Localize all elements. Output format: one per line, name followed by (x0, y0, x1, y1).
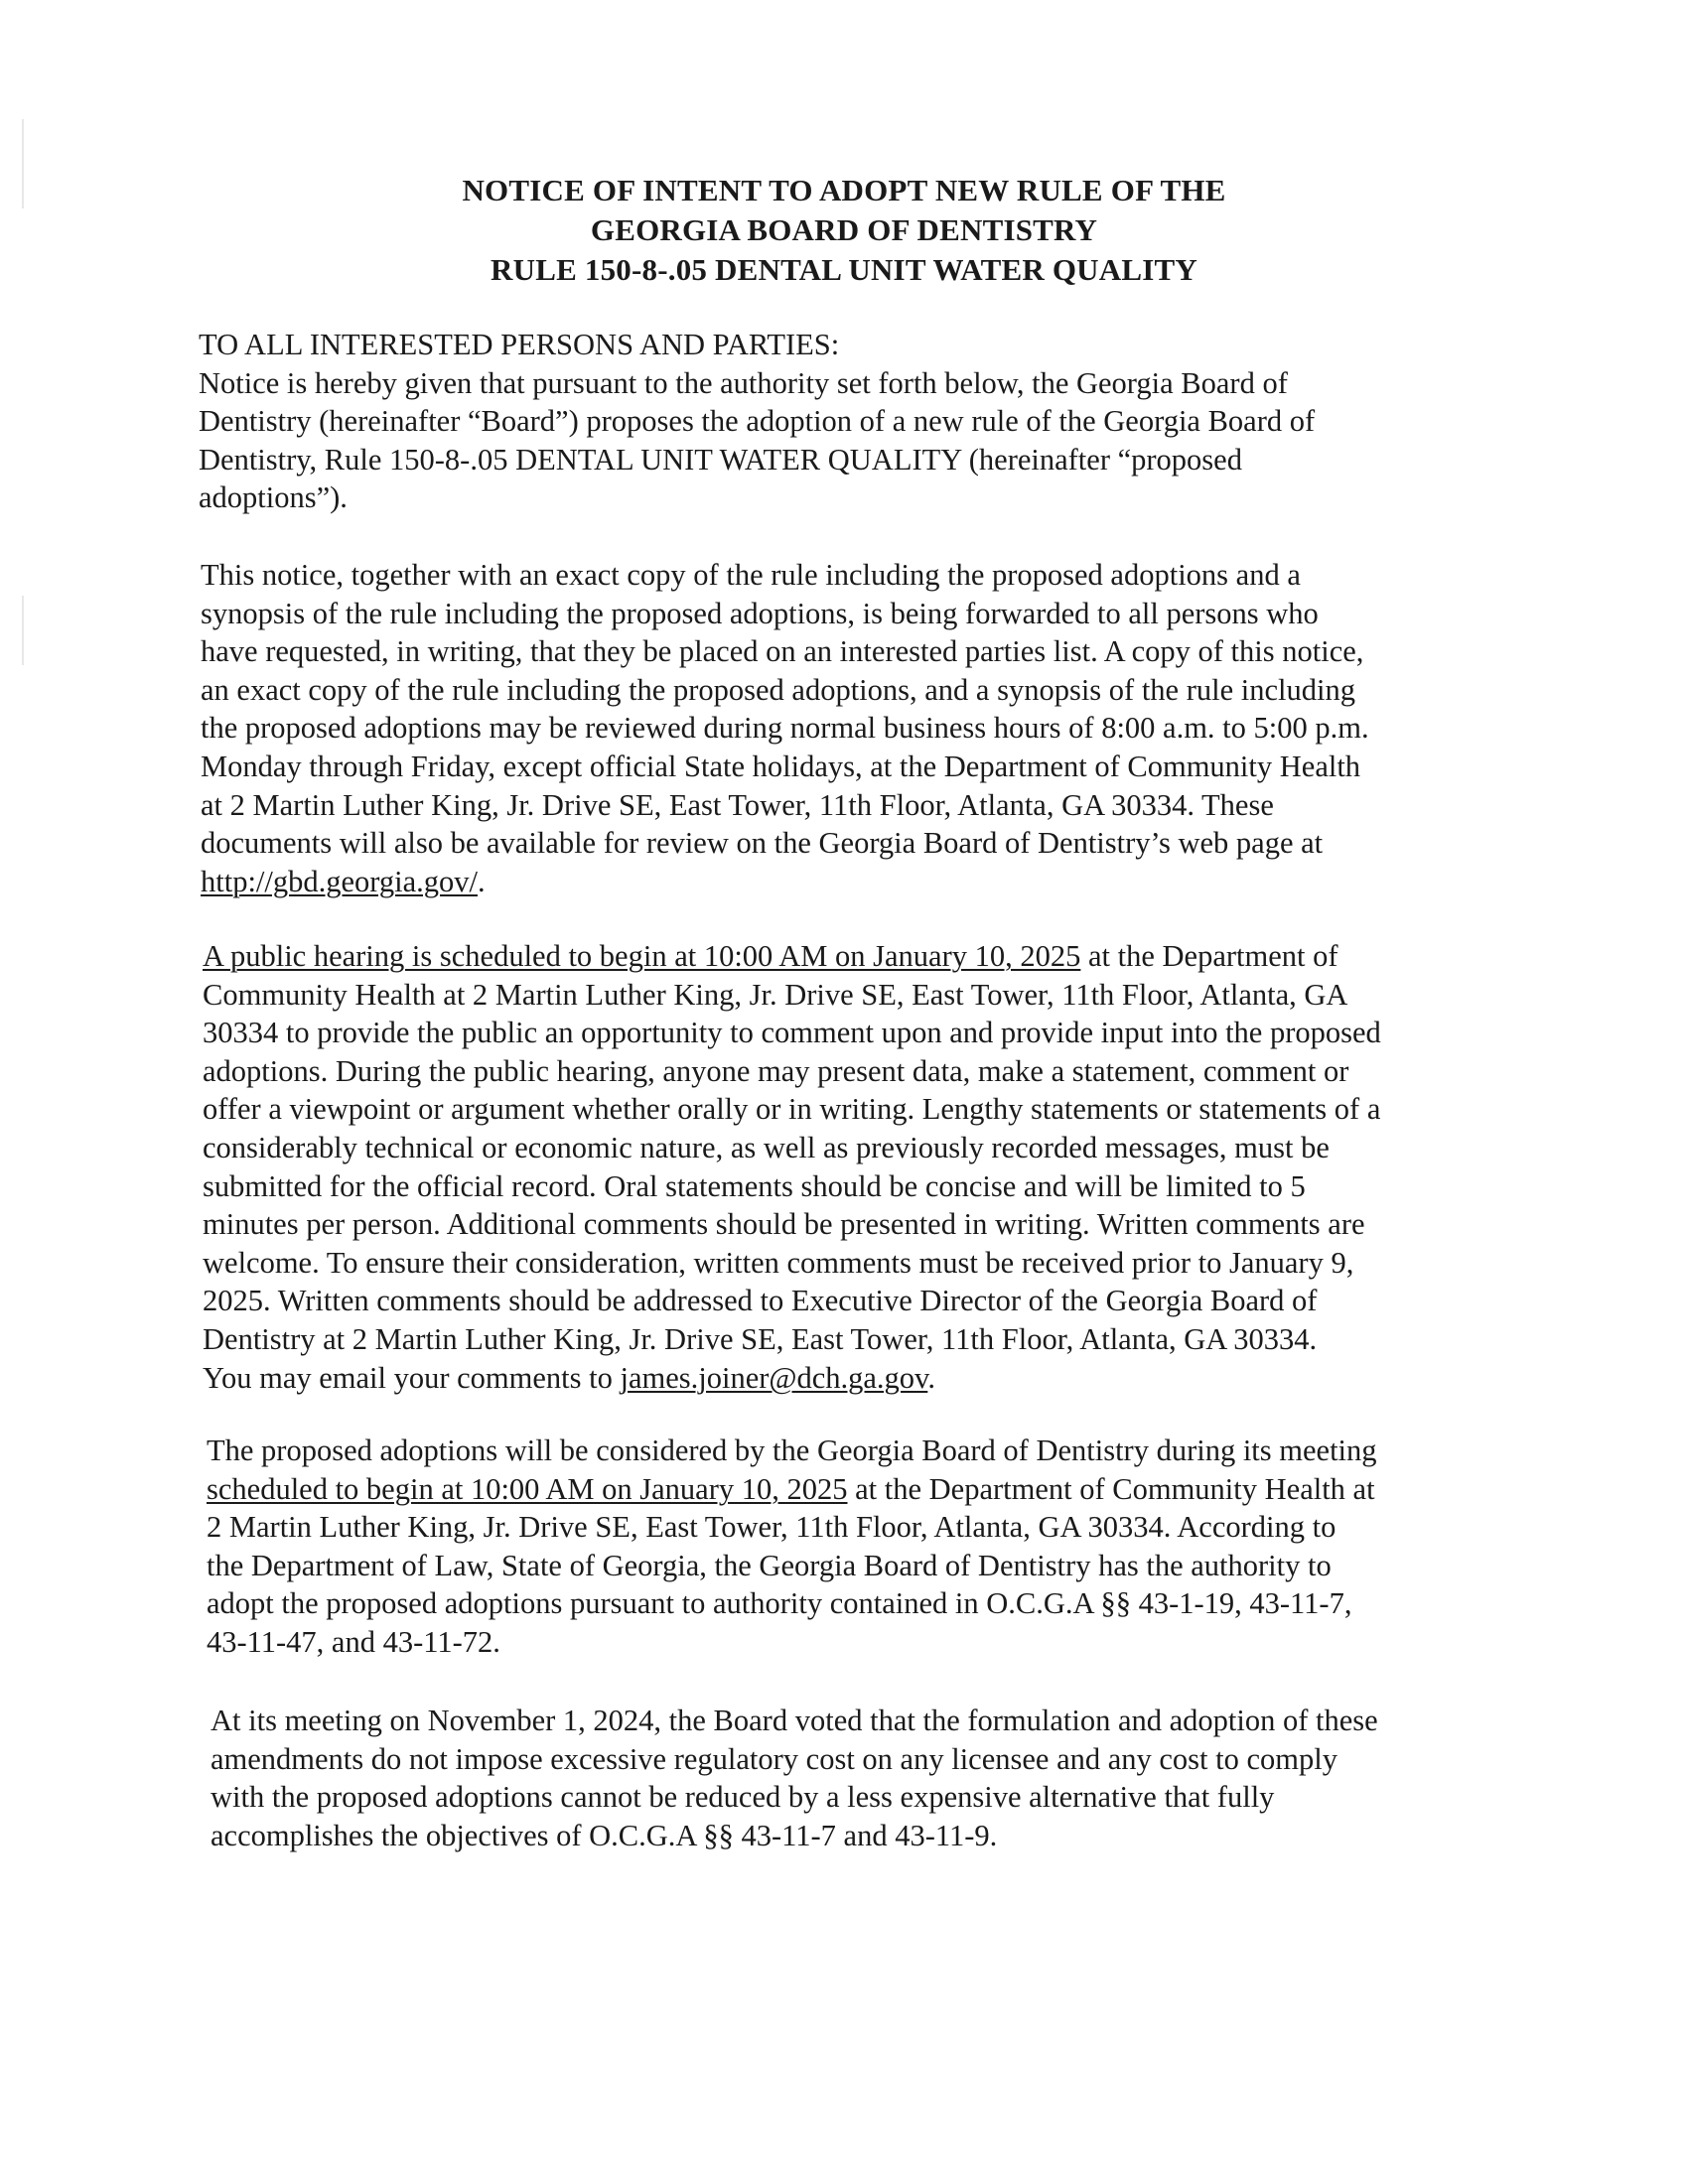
text-line: with the proposed adoptions cannot be reduced by a less expensive alternative that fully (211, 1780, 1275, 1815)
text-line (207, 1470, 1515, 1509)
website-link[interactable]: http://gbd.georgia.gov/ (201, 864, 478, 898)
scan-edge-mark (22, 596, 24, 665)
text-line: adoptions”). (199, 480, 348, 515)
text-line (203, 1359, 1515, 1398)
document-title (0, 171, 1688, 290)
public-hearing-paragraph (203, 937, 1515, 1397)
text-line: the Department of Law, State of Georgia, the Georgia Board of Dentistry has the authority to (207, 1548, 1332, 1582)
salutation: TO ALL INTERESTED PERSONS AND PARTIES: (199, 328, 840, 361)
text-line: the proposed adoptions may be reviewed during normal business hours of 8:00 a.m. to 5:00 p.m. (201, 711, 1369, 746)
text-line: This notice, together with an exact copy of the rule including the proposed adoptions and a (201, 558, 1301, 592)
text-line: Community Health at 2 Martin Luther King, Jr. Drive SE, East Tower, 11th Floor, Atlanta, GA (203, 977, 1348, 1012)
text-line: Notice is hereby given that pursuant to the authority set forth below, the Georgia Board of (199, 365, 1288, 400)
text-fragment: . (927, 1360, 935, 1395)
text-line: have requested, in writing, that they be placed on an interested parties list. A copy of this notice, (201, 634, 1364, 669)
text-line: an exact copy of the rule including the proposed adoptions, and a synopsis of the rule including (201, 672, 1355, 707)
link-suffix: . (478, 864, 486, 898)
meeting-schedule-underlined: scheduled to begin at 10:00 AM on January 10, 2025 (207, 1471, 848, 1506)
text-line: Dentistry (hereinafter “Board”) proposes the adoption of a new rule of the Georgia Board of (199, 404, 1316, 439)
text-line: The proposed adoptions will be considered by the Georgia Board of Dentistry during its meeting (207, 1433, 1377, 1467)
text-line: 2 Martin Luther King, Jr. Drive SE, East Tower, 11th Floor, Atlanta, GA 30334. According to (207, 1510, 1336, 1545)
text-line (203, 937, 1515, 976)
text-line: 43-11-47, and 43-11-72. (207, 1624, 500, 1659)
text-line: 2025. Written comments should be addressed to Executive Director of the Georgia Board of (203, 1284, 1318, 1318)
text-line: accomplishes the objectives of O.C.G.A §§ 43-11-7 and 43-11-9. (211, 1818, 998, 1852)
text-line: adoptions. During the public hearing, anyone may present data, make a statement, comment or (203, 1053, 1349, 1088)
text-line: welcome. To ensure their consideration, written comments must be received prior to January 9, (203, 1245, 1354, 1280)
intro-paragraph (199, 326, 1489, 517)
text-fragment: at the Department of (1080, 939, 1338, 973)
text-line: 30334 to provide the public an opportunity to comment upon and provide input into the proposed (203, 1016, 1381, 1050)
text-line: considerably technical or economic nature, as well as previously recorded messages, must be (203, 1130, 1330, 1164)
text-line: Dentistry, Rule 150-8-.05 DENTAL UNIT WATER QUALITY (hereinafter “proposed (199, 442, 1242, 477)
availability-paragraph (201, 556, 1491, 900)
board-meeting-paragraph (207, 1432, 1515, 1662)
text-line: At its meeting on November 1, 2024, the Board voted that the formulation and adoption of these (211, 1704, 1378, 1737)
text-line: amendments do not impose excessive regulatory cost on any licensee and any cost to comply (211, 1741, 1337, 1776)
text-line: at 2 Martin Luther King, Jr. Drive SE, East Tower, 11th Floor, Atlanta, GA 30334. These (201, 787, 1274, 822)
regulatory-cost-paragraph (211, 1702, 1501, 1854)
title-line: NOTICE OF INTENT TO ADOPT NEW RULE OF THE (462, 173, 1226, 207)
hearing-schedule-underlined: A public hearing is scheduled to begin at 10:00 AM on January 10, 2025 (203, 939, 1081, 973)
text-line: Monday through Friday, except official State holidays, at the Department of Community Health (201, 749, 1361, 783)
title-line: RULE 150-8-.05 DENTAL UNIT WATER QUALITY (491, 252, 1197, 287)
text-line: synopsis of the rule including the proposed adoptions, is being forwarded to all persons who (201, 596, 1319, 630)
title-line: GEORGIA BOARD OF DENTISTRY (590, 212, 1098, 247)
text-line (201, 863, 1491, 901)
text-line: minutes per person. Additional comments should be presented in writing. Written comments are (203, 1207, 1365, 1242)
text-fragment: You may email your comments to (203, 1360, 621, 1395)
text-line: adopt the proposed adoptions pursuant to authority contained in O.C.G.A §§ 43-1-19, 43-11-7, (207, 1586, 1352, 1621)
text-line: documents will also be available for review on the Georgia Board of Dentistry’s web page at (201, 826, 1324, 861)
text-line: submitted for the official record. Oral statements should be concise and will be limited to 5 (203, 1168, 1306, 1203)
email-link[interactable]: james.joiner@dch.ga.gov (620, 1360, 928, 1395)
text-fragment: at the Department of Community Health at (847, 1471, 1375, 1506)
text-line: offer a viewpoint or argument whether orally or in writing. Lengthy statements or statements of a (203, 1092, 1381, 1127)
text-line: Dentistry at 2 Martin Luther King, Jr. Drive SE, East Tower, 11th Floor, Atlanta, GA 30334. (203, 1321, 1318, 1356)
